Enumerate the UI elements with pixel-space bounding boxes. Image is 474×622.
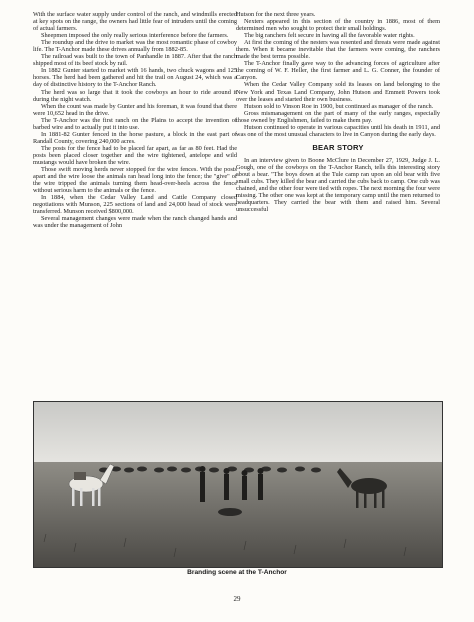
- paragraph: The T-Anchor finally gave way to the advancing forces of agriculture after the coming of W. F. Heller, the first farmer and L. G. Conner, the founder of Canyon.: [236, 60, 440, 82]
- paragraph: Hutson sold to Vinson Roe in 1900, but continued as manager of the ranch.: [244, 102, 434, 110]
- paragraph: Several management changes were made when the ranch changed hands and was under the management of John: [33, 215, 237, 230]
- branding-photo: [33, 401, 443, 568]
- paragraph: When the Cedar Valley Company sold its leases on land belonging to the New York and Texas Land Company, John Hutson and Emmett Powers took over the leases and started their own business.: [236, 81, 440, 103]
- paragraph: Hutson continued to operate in various capacities until his death in 1911, and was one of the most unusual characters to live in Canyon during the early days.: [236, 123, 440, 138]
- page-number: 29: [233, 595, 241, 603]
- paragraph: The posts for the fence had to be placed far apart, as far as 80 feet. Had the posts been placed closer together and the wire tightened, antelope and wild mustangs would have broken the wire.: [33, 144, 237, 166]
- paragraph: Hutson for the next three years.: [236, 11, 316, 18]
- paragraph: At first the coming of the nesters was resented and threats were made against them. When it became inevitable that the farmers were coming, the ranchers made the best terms possible.: [236, 39, 440, 61]
- left-column: [33, 11, 237, 229]
- paragraph: In 1881-82 Gunter fenced in the horse pasture, a block in the east part of Randall County, covering 240,000 acres.: [33, 130, 237, 145]
- photo-caption: Branding scene at the T-Anchor: [187, 569, 287, 576]
- paragraph: When the count was made by Gunter and his foreman, it was found that there were 10,652 head in the drive.: [33, 102, 237, 117]
- paragraph: The roundup and the drive to market was the most romantic phase of cowboy life. The T-Anchor made these drives annually from 1882-85.: [33, 39, 237, 54]
- sky: [34, 402, 442, 464]
- paragraph: Nexters appeared in this section of the country in 1886, most of them determined men who sought to protect their small holdings.: [236, 18, 440, 33]
- section-heading: BEAR STORY: [312, 142, 364, 152]
- paragraph: Those swift moving herds never stopped for the wire fences. With the posts apart and the wire loose the animals ran head long into the fence; the "give" of the wire tripped the animals turning them head-over-heels across the fence without serious harm to the animals or the fence.: [33, 166, 237, 195]
- paragraph: The railroad was built to the town of Panhandle in 1887. After that the ranch shipped most of its beef stock by rail.: [33, 53, 237, 68]
- paragraph: The T-Anchor was the first ranch on the Plains to accept the invention of barbed wire and to actually put it into use.: [33, 116, 237, 131]
- paragraph: The big ranchers felt secure in having all the favorable water rights.: [244, 32, 415, 40]
- paragraph: In an interview given to Boone McClure in December 27, 1929, Judge J. L. Gough, one of the cowboys on the T-Anchor Ranch, tells this interesting story about a bear. "The boys down at the Tule camp ran upon an old bear with five small cubs. They killed the bear and carried the cubs back to camp. One cub was chained, and the other four were tied with ropes. The next morning the four were missing. The other one was kept at the temporary camp until the men returned to headquarters. They carried the bear with them and raised him. Several unsuccessful: [236, 156, 440, 214]
- photo-illustration: [34, 402, 442, 567]
- calf: [218, 508, 242, 516]
- paragraph: Gross mismanagement on the part of many of the early ranges, especially those owned by Englishmen, failed to make them pay.: [236, 109, 440, 124]
- paragraph: The herd was so large that it took the cowboys an hour to ride around it during the night watch.: [33, 88, 237, 103]
- right-column: [236, 11, 440, 213]
- paragraph: Sheepmen imposed the only really serious interference before the farmers.: [41, 32, 229, 40]
- paragraph: With the surface water supply under control of the ranch, and windmills erected at key spots on the range, the owners had little fear of intruders until the coming of actual farmers.: [33, 11, 237, 33]
- paragraph: In 1882 Gunter started to market with 16 hands, two chuck wagons and 125 horses. The herd had been gathered and hit the trail on August 24, which was a day of distinctive history to the T-Anchor Ranch.: [33, 67, 237, 89]
- paragraph: In 1884, when the Cedar Valley Land and Cattle Company closed negotiations with Munson, 225 sections of land and 24,000 head of stock were transferred. Munson received $800,000.: [33, 194, 237, 216]
